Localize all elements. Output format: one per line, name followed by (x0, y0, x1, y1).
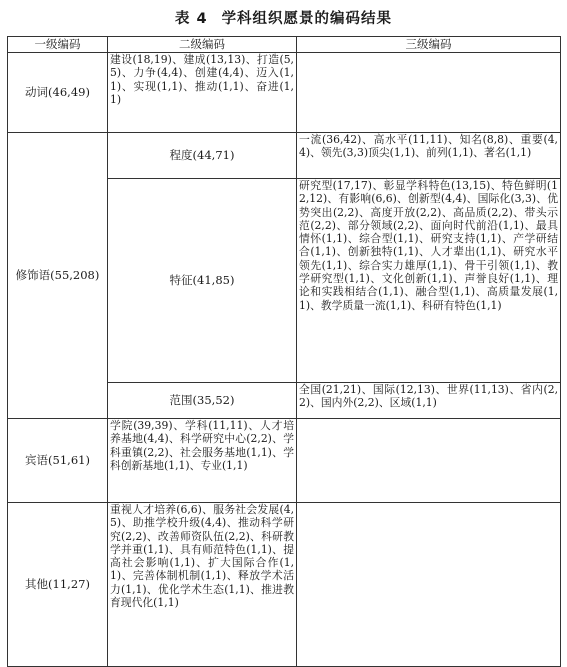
table-row-object (8, 419, 561, 503)
table-row-verb (8, 53, 561, 133)
object-level2-cell: 学院(39,39)、学科(11,11)、人才培养基地(4,4)、科学研究中心(2,2)、学科重镇(2,2)、社会服务基地(1,1)、学科创新基地(1,1)、专业(1,1) (108, 419, 297, 503)
header-level1: 一级编码 (8, 37, 108, 53)
scope-level3-cell: 全国(21,21)、国际(12,13)、世界(11,13)、省内(2,2)、国内外(2,2)、区域(1,1) (297, 383, 561, 419)
verb-level3-cell (297, 53, 561, 133)
table-title: 学科组织愿景的编码结果 (221, 11, 393, 27)
header-level2: 二级编码 (108, 37, 297, 53)
header-row (8, 37, 561, 53)
feature-level2-cell: 特征(41,85) (108, 179, 297, 383)
modifier-level1-cell: 修饰语(55,208) (8, 133, 108, 419)
scope-level2-cell: 范围(35,52) (108, 383, 297, 419)
degree-level3-cell: 一流(36,42)、高水平(11,11)、知名(8,8)、重要(4,4)、领先(3,3)顶尖(1,1)、前列(1,1)、著名(1,1) (297, 133, 561, 179)
header-level3: 三级编码 (297, 37, 561, 53)
table-row-other (8, 503, 561, 667)
object-level1-cell: 宾语(51,61) (8, 419, 108, 503)
other-level3-cell (297, 503, 561, 667)
table-row-modifier-degree (8, 133, 561, 179)
table-caption (0, 7, 567, 28)
table-number: 表 4 (174, 11, 208, 27)
verb-level1-cell: 动词(46,49) (8, 53, 108, 133)
other-level1-cell: 其他(11,27) (8, 503, 108, 667)
feature-level3-cell: 研究型(17,17)、彰显学科特色(13,15)、特色鲜明(12,12)、有影响(6,6)、创新型(4,4)、国际化(3,3)、优势突出(2,2)、高度开放(2,2)、高品质(2,2)、带头示范(2,2)、部分领域(2,2)、面向时代前沿(1,1)、最具情怀(1,1)、综合型(1,1)、研究支持(1,1)、产学研结合(1,1)、创新独特(1,1)、人才辈出(1,1)、研究水平领先(1,1)、综合实力雄厚(1,1)、骨干引领(1,1)、教学研究型(1,1)、文化创新(1,1)、声誉良好(1,1)、理论和实践相结合(1,1)、融合型(1,1)、高质量发展(1,1)、教学质量一流(1,1)、科研有特色(1,1) (297, 179, 561, 383)
object-level3-cell (297, 419, 561, 503)
coding-results-table (7, 36, 561, 667)
verb-level2-cell: 建设(18,19)、建成(13,13)、打造(5,5)、力争(4,4)、创建(4,4)、迈入(1,1)、实现(1,1)、推动(1,1)、奋进(1,1) (108, 53, 297, 133)
degree-level2-cell: 程度(44,71) (108, 133, 297, 179)
other-level2-cell: 重视人才培养(6,6)、服务社会发展(4,5)、助推学校升级(4,4)、推动科学研究(2,2)、改善师资队伍(2,2)、科研教学并重(1,1)、具有师范特色(1,1)、提高社会影响(1,1)、扩大国际合作(1,1)、完善体制机制(1,1)、释放学术活力(1,1)、优化学术生态(1,1)、推进教育现代化(1,1) (108, 503, 297, 667)
